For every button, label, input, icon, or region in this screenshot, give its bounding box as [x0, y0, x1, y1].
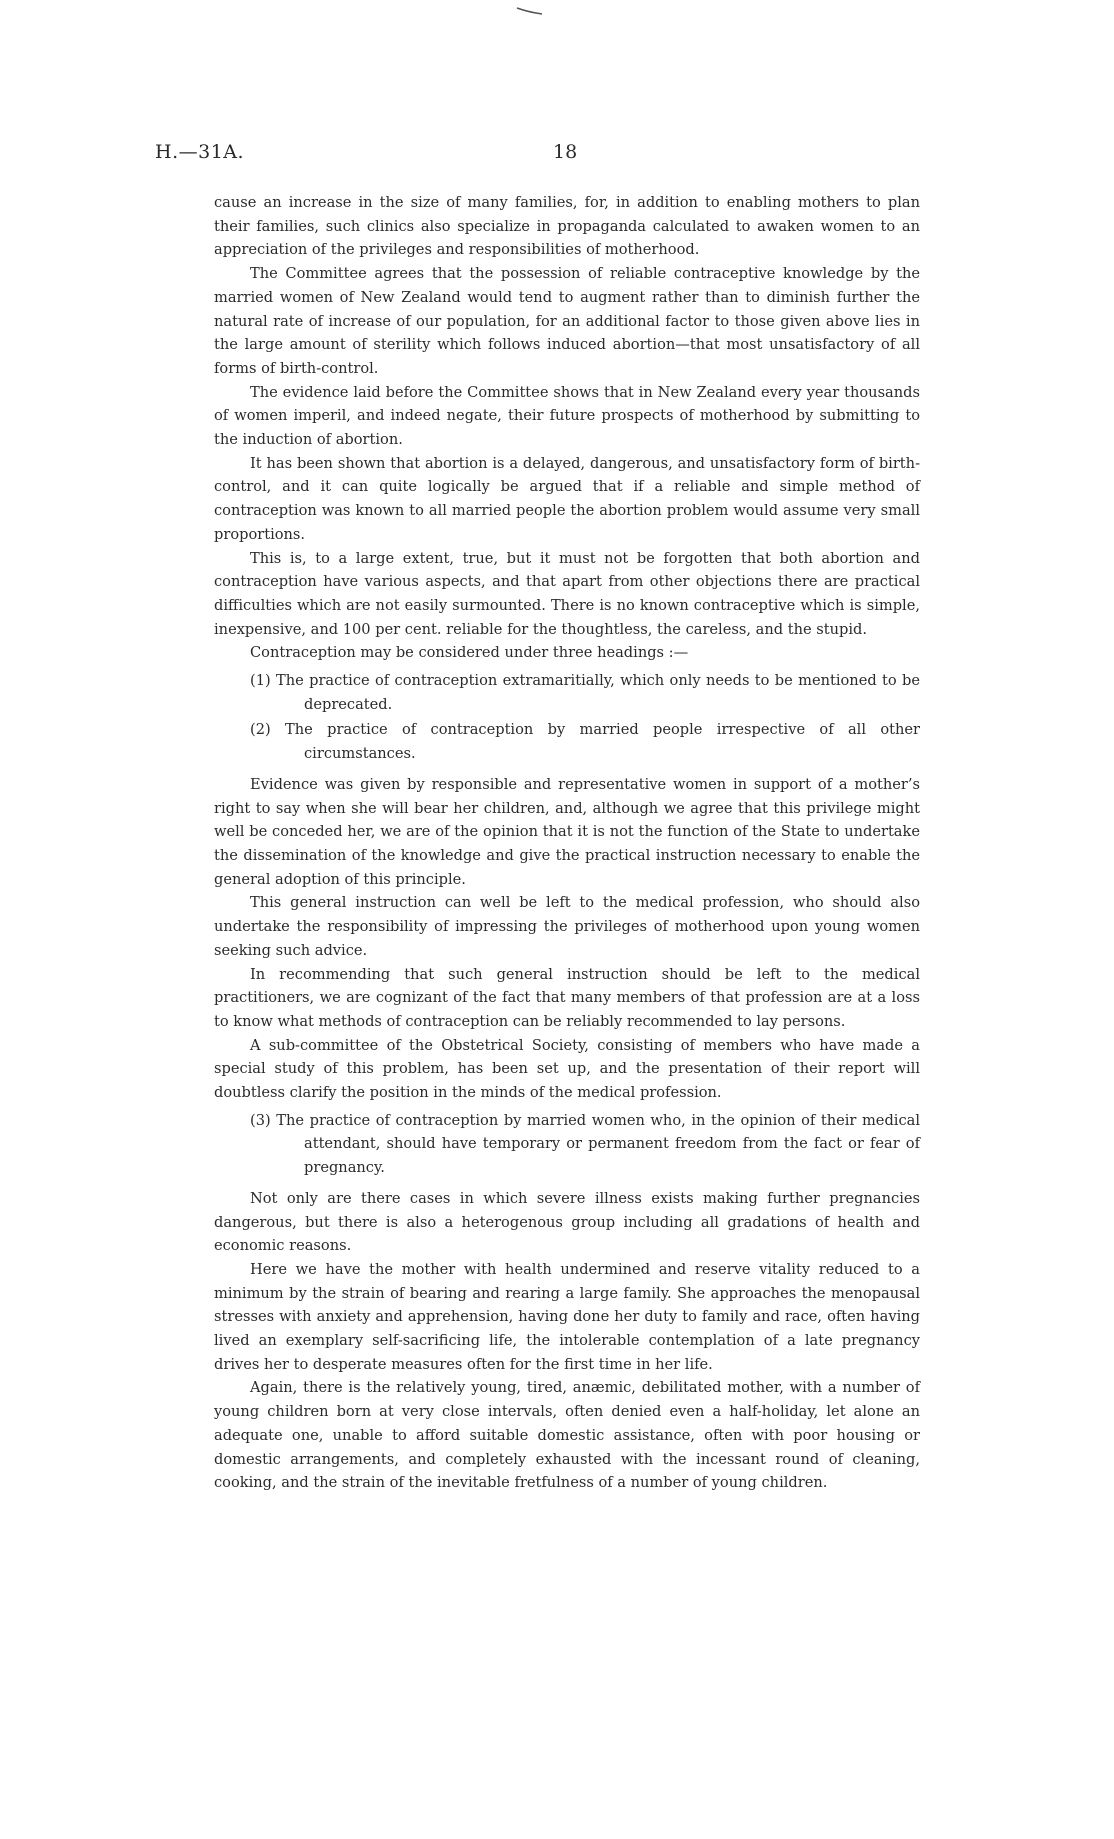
paragraph: The evidence laid before the Committee shows that in New Zealand every year thousands of women imperil, and indeed negate, their future prospects of motherhood by submitting to the induction of abortion. [214, 383, 920, 449]
paragraph: Contraception may be considered under three headings :— [250, 644, 689, 662]
paragraph: Not only are there cases in which severe illness exists making further pregnancies dangerous, but there is also a heterogenous group including all gradations of health and economic reasons. [214, 1189, 920, 1255]
paragraph: Again, there is the relatively young, tired, anæmic, debilitated mother, with a number of young children born at very close intervals, often denied even a half-holiday, let alone an adequate one, unable to afford suitable domestic assistance, often with poor housing or domestic arrangements, and completely exhausted with the incessant round of cleaning, cooking, and the strain of the inevitable fretfulness of a number of young children. [214, 1379, 920, 1492]
paragraph: This general instruction can well be left to the medical profession, who should also undertake the responsibility of impressing the privileges of motherhood upon young women seeking such advice. [214, 894, 920, 959]
list-item-heading-3: (3) The practice of contraception by married women who, in the opinion of their medical attendant, should have temporary or permanent freedom from the fact or fear of pregnancy. [250, 1111, 920, 1177]
page-number: 18 [553, 141, 578, 163]
document-reference: H.—31A. [155, 141, 245, 163]
scan-mark-icon [516, 6, 544, 16]
paragraph: Evidence was given by responsible and representative women in support of a mother’s right to say when she will bear her children, and, although we agree that this privilege might well be conceded her, we are of the opinion that it is not the function of the State to undertake the dissemination of the knowledge and give the practical instruction necessary to enable the general adoption of this principle. [214, 775, 920, 888]
paragraph: cause an increase in the size of many families, for, in addition to enabling mothers to plan their families, such clinics also specialize in propaganda calculated to awaken women to an appreciation of the privileges and responsibilities of motherhood. [214, 194, 920, 259]
paragraph: It has been shown that abortion is a delayed, dangerous, and unsatisfactory form of birth-control, and it can quite logically be argued that if a reliable and simple method of contraception was known to all married people the abortion problem would assume very small proportions. [214, 454, 920, 543]
list-item-heading-2: (2) The practice of contraception by married people irrespective of all other circumstances. [250, 721, 920, 763]
paragraph: Here we have the mother with health undermined and reserve vitality reduced to a minimum by the strain of bearing and rearing a large family. She approaches the menopausal stresses with anxiety and apprehension, having done her duty to family and race, often having lived an exemplary self-sacrificing life, the intolerable contemplation of a late pregnancy drives her to desperate measures often for the first time in her life. [214, 1260, 920, 1373]
list-item-heading-1: (1) The practice of contraception extramaritially, which only needs to be mentioned to be deprecated. [250, 672, 920, 713]
body-text [214, 191, 920, 1495]
paragraph: A sub-committee of the Obstetrical Society, consisting of members who have made a special study of this problem, has been set up, and the presentation of their report will doubtless clarify the position in the minds of the medical profession. [214, 1036, 920, 1102]
paragraph: This is, to a large extent, true, but it must not be forgotten that both abortion and contraception have various aspects, and that apart from other objections there are practical difficulties which are not easily surmounted. There is no known contraceptive which is simple, inexpensive, and 100 per cent. reliable for the thoughtless, the careless, and the stupid. [214, 549, 920, 638]
paragraph: In recommending that such general instruction should be left to the medical practitioners, we are cognizant of the fact that many members of that profession are at a loss to know what methods of contraception can be reliably recommended to lay persons. [214, 965, 920, 1030]
paragraph: The Committee agrees that the possession of reliable contraceptive knowledge by the married women of New Zealand would tend to augment rather than to diminish further the natural rate of increase of our population, for an additional factor to those given above lies in the large amount of sterility which follows induced abortion—that most unsatisfactory of all forms of birth-control. [214, 265, 920, 377]
